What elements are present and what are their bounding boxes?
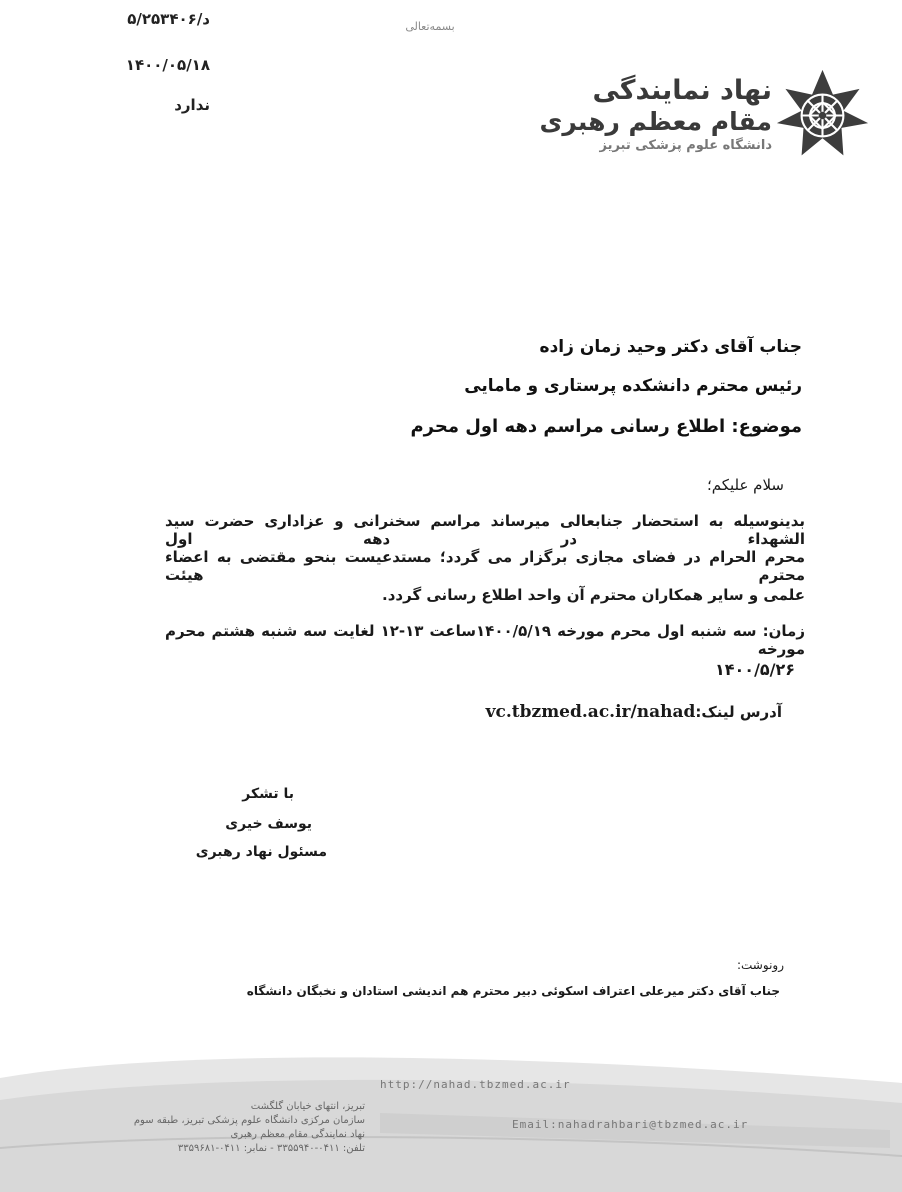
addressee-name: جناب آقای دکتر وحید زمان زاده (539, 337, 802, 357)
logo-line-2: مقام معظم رهبری (539, 107, 772, 136)
cc-label: رونوشت: (736, 958, 784, 972)
organization-logo-text (539, 75, 772, 155)
islamic-star-emblem-icon (775, 68, 870, 163)
letter-date: ۱۴۰۰/۰۵/۱۸ (125, 56, 210, 74)
link-label: آدرس لینک: (695, 703, 782, 721)
event-time-line: زمان: سه شنبه اول محرم مورخه ۱۴۰۰/۵/۱۹ساعت ۱۳-۱۲ لغایت سه شنبه هشتم محرم مورخه (165, 622, 805, 658)
body-line-2: محرم الحرام در فضای مجازی برگزار می گردد؛ مستدعیست بنحو مقتضی به اعضاء محترم هیئت (165, 548, 805, 584)
body-line-1: بدینوسیله به استحضار جنابعالی میرساند مراسم سخنرانی و عزاداری حضرت سید الشهداء در دهه اول (165, 512, 805, 548)
bismillah-heading: بسمه‌تعالی (405, 20, 455, 33)
letter-subject: موضوع: اطلاع رسانی مراسم دهه اول محرم (410, 416, 802, 437)
signature-thanks: با تشکر (242, 786, 294, 802)
footer-phone: تلفن: ۰۴۱۱-۳۳۵۵۹۴۰ - نمابر: ۰۴۱۱-۳۳۵۹۶۸۱ (177, 1143, 365, 1154)
meeting-link[interactable]: vc.tbzmed.ac.ir/nahad (485, 702, 696, 722)
cc-recipient: جناب آقای دکتر میرعلی اعتراف اسکوئی دبیر محترم هم اندیشی استادان و نخبگان دانشگاه (246, 984, 780, 998)
salutation: سلام علیکم؛ (706, 476, 784, 494)
footer-email[interactable]: Email:nahadrahbari@tbzmed.ac.ir (512, 1118, 749, 1131)
logo-line-1: نهاد نمایندگی (592, 75, 772, 106)
signatory-name: یوسف خیری (225, 816, 312, 832)
footer-address-line-3: نهاد نمایندگی مقام معظم رهبری (230, 1129, 365, 1140)
footer-address-line-1: تبریز، انتهای خیابان گلگشت (250, 1101, 365, 1112)
event-end-date: ۱۴۰۰/۵/۲۶ (715, 660, 796, 679)
signatory-role: مسئول نهاد رهبری (195, 844, 327, 860)
logo-line-3: دانشگاه علوم پزشکی تبریز (599, 138, 772, 153)
attachment-status: ندارد (174, 96, 210, 114)
link-row (486, 702, 782, 722)
body-line-3: علمی و سایر همکاران محترم آن واحد اطلاع رسانی گردد. (382, 586, 805, 604)
footer-address-line-2: سازمان مرکزی دانشگاه علوم پزشکی تبریز، طبقه سوم (133, 1115, 365, 1126)
addressee-title: رئیس محترم دانشکده پرستاری و مامایی (464, 376, 802, 396)
footer-website[interactable]: http://nahad.tbzmed.ac.ir (380, 1078, 571, 1091)
footer-address (45, 1100, 365, 1156)
letter-number: ۵/د/۲۵۳۴۰۶ (127, 10, 210, 28)
